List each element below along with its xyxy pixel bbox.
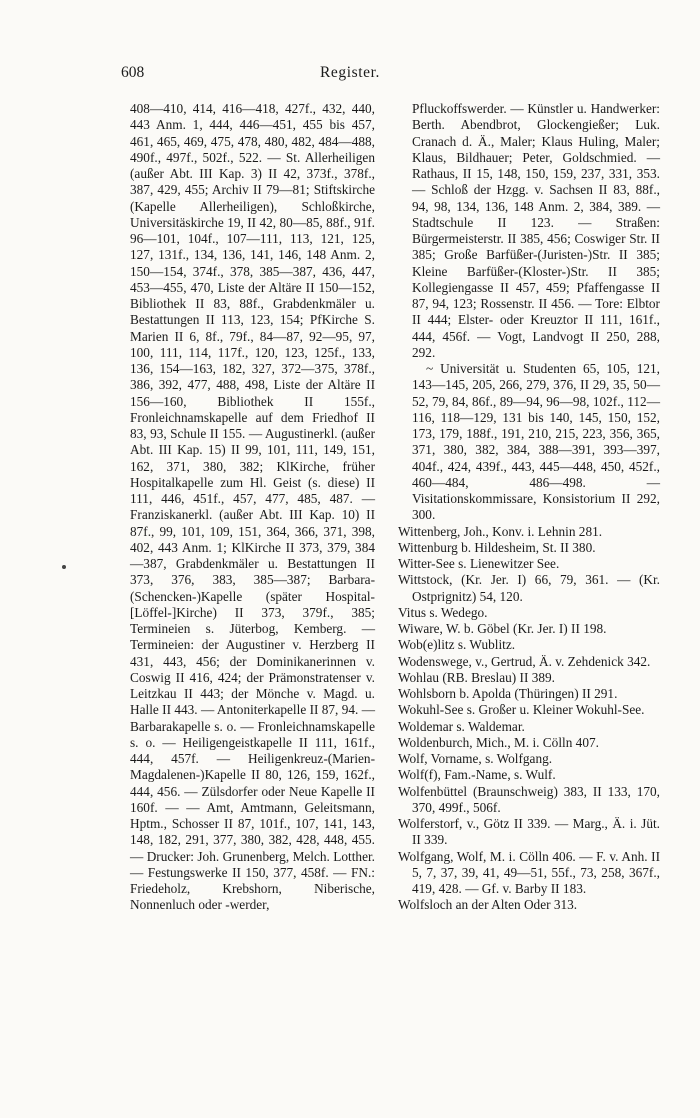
index-entry: Woldemar s. Waldemar.	[398, 718, 525, 734]
index-entry: Wolf, Vorname, s. Wolfgang.	[398, 751, 553, 766]
index-entry: Witter-See s. Lienewitzer See.	[398, 556, 560, 571]
index-entry: Wolfenbüttel (Braunschweig) 383, II 133, 170, 370, 499f., 506f.	[398, 783, 660, 815]
page-number: 608	[121, 64, 145, 81]
index-entry: Wolf(f), Fam.-Name, s. Wulf.	[398, 767, 556, 783]
index-entry: Wodenswege, v., Gertrud, Ä. v. Zehdenick 342.	[398, 653, 651, 669]
index-entry-continuation: Pfluckoffswerder. — Künstler u. Handwerker: Berth. Abendbrot, Glockengießer; Luk. Cranach d. Ä., Maler; Klaus Huling, Maler; Klaus, Bildhauer; Peter, Goldschmied. — Rathaus, II 15, 148, 150, 159, 237, 331, 353. — Schloß der Hzgg. v. Sachsen II 83, 88f., 94, 98, 134, 136, 148 Anm. 2, 384, 389. — Stadtschule II 123. — Straßen: Bürgermeisterstr. II 385, 456; Coswiger Str. II 385; Große Barfüßer-(Juristen-)Str. II 385; Kleine Barfüßer-(Kloster-)Str. II 385; Kollegiengasse II 457, 459; Pfaffengasse II 87, 94, 123; Rossenstr. II 456. — Tore: Elbtor II 444; Elster- oder Kreuztor II 111, 161f., 444, 456f. — Vogt, Landvogt II 250, 288, 292.	[412, 101, 660, 360]
index-entry: Wittenberg, Joh., Konv. i. Lehnin 281.	[398, 523, 603, 539]
index-entry: Wittstock, (Kr. Jer. I) 66, 79, 361. — (Kr. Ostprignitz) 54, 120.	[398, 572, 660, 604]
index-subentry-universitaet: ~ Universität u. Studenten 65, 105, 121, 143—145, 205, 266, 279, 376, II 29, 35, 50—52, 79, 84, 86f., 89—94, 96—98, 102f., 112—116, 118—129, 131 bis 140, 145, 150, 152, 173, 179, 188f., 191, 210, 215, 223, 356, 365, 371, 380, 382, 384, 388—391, 393—397, 404f., 424, 439f., 443, 445—448, 450, 452f., 460—484, 486—498. — Visitationskommissare, Konsistorium II 292, 300.	[412, 361, 660, 523]
index-entry-continuation: 408—410, 414, 416—418, 427f., 432, 440, 443 Anm. 1, 444, 446—451, 455 bis 457, 461, 465, 469, 475, 478, 480, 482, 484—488, 490f., 497f., 502f., 522. — St. Allerheiligen (außer Abt. III Kap. 3) II 42, 373f., 378f., 387, 429, 455; Archiv II 79—81; Stiftskirche (Kapelle Allerheiligen), Schloßkirche, Universitäskirche 19, II 42, 80—85, 88f., 91f. 96—101, 104f., 107—111, 113, 121, 125, 127, 131f., 134, 136, 141, 146, 148 Anm. 2, 150—154, 374f., 378, 385—387, 436, 447, 453—455, 470, Liste der Altäre II 150—152, Bibliothek II 83, 88f., Grabdenkmäler u. Bestattungen II 113, 123, 154; PfKirche S. Marien II 6, 8f., 79f., 84—87, 92—95, 97, 100, 111, 114, 117f., 120, 123, 125f., 133, 136, 154—163, 182, 327, 372—375, 378f., 386, 392, 477, 488, 498, Liste der Altäre II 156—160, Bibliothek II 155f., Fronleichnamskapelle auf dem Friedhof II 83, 93, Schule II 155. — Augustinerkl. (außer Abt. III Kap. 15) II 99, 101, 111, 149, 151, 162, 371, 380, 382; KlKirche, früher Hospitalkapelle zum Hl. Geist (s. diese) II 111, 446, 451f., 457, 477, 485, 487. — Franziskanerkl. (außer Abt. III Kap. 10) II 87f., 99, 101, 109, 151, 364, 366, 371, 398, 402, 443 Anm. 1; KlKirche II 373, 379, 384—387, Grabdenkmäler u. Bestattungen II 373, 376, 383, 385—387; Barbara-(Schencken-)Kapelle (später Hospital-[Löffel-]Kirche) II 373, 379f., 385; Termineien s. Jüterbog, Kemberg. — Termineien: der Augustiner v. Herzberg II 431, 443, 456; der Dominikanerinnen v. Coswig II 416, 424; der Prämonstratenser v. Leitzkau II 443; der Mönche v. Magd. u. Halle II 443. — Antoniterkapelle II 87, 94. — Barbarakapelle s. o. — Fronleichnamskapelle s. o. — Heiligengeistkapelle II 111, 161f., 444, 457f. — Heiligenkreuz-(Marien-Magdalenen-)Kapelle II 80, 126, 159, 162f., 444, 456. — Zülsdorfer oder Neue Kapelle II 160f. — — Amt, Amtmann, Geleitsmann, Hptm., Schosser II 87, 101f., 107, 141, 143, 148, 182, 291, 377, 380, 382, 428, 448, 455. — Drucker: Joh. Grunenberg, Melch. Lotther. — Festungswerke II 150, 377, 458f. — FN.: Friedeholz, Krebshorn, Niberische, Nonnenluch oder -werder,	[130, 101, 375, 913]
index-entry: Wiware, W. b. Göbel (Kr. Jer. I) II 198.	[398, 621, 607, 636]
index-entry: Woldenburch, Mich., M. i. Cölln 407.	[398, 734, 599, 750]
index-entry: Wokuhl-See s. Großer u. Kleiner Wokuhl-See.	[398, 702, 645, 718]
index-entry: Wohlsborn b. Apolda (Thüringen) II 291.	[398, 686, 618, 701]
index-entry: Vitus s. Wedego.	[398, 604, 488, 620]
running-head: Register.	[319, 64, 381, 81]
index-entry: Wohlau (RB. Breslau) II 389.	[398, 669, 555, 685]
index-entry: Wolferstorf, v., Götz II 339. — Marg., Ä. i. Jüt. II 339.	[398, 816, 660, 848]
left-column	[118, 101, 375, 914]
index-entry: Wittenburg b. Hildesheim, St. II 380.	[398, 539, 596, 555]
margin-dot	[62, 565, 66, 569]
index-entry: Wob(e)litz s. Wublitz.	[398, 637, 516, 653]
index-entry: Wolfsloch an der Alten Oder 313.	[398, 897, 578, 913]
index-entry: Wolfgang, Wolf, M. i. Cölln 406. — F. v. Anh. II 5, 7, 37, 39, 41, 49—51, 55f., 73, 258, 367f., 419, 428. — Gf. v. Barby II 183.	[398, 848, 660, 896]
right-column	[398, 101, 660, 914]
